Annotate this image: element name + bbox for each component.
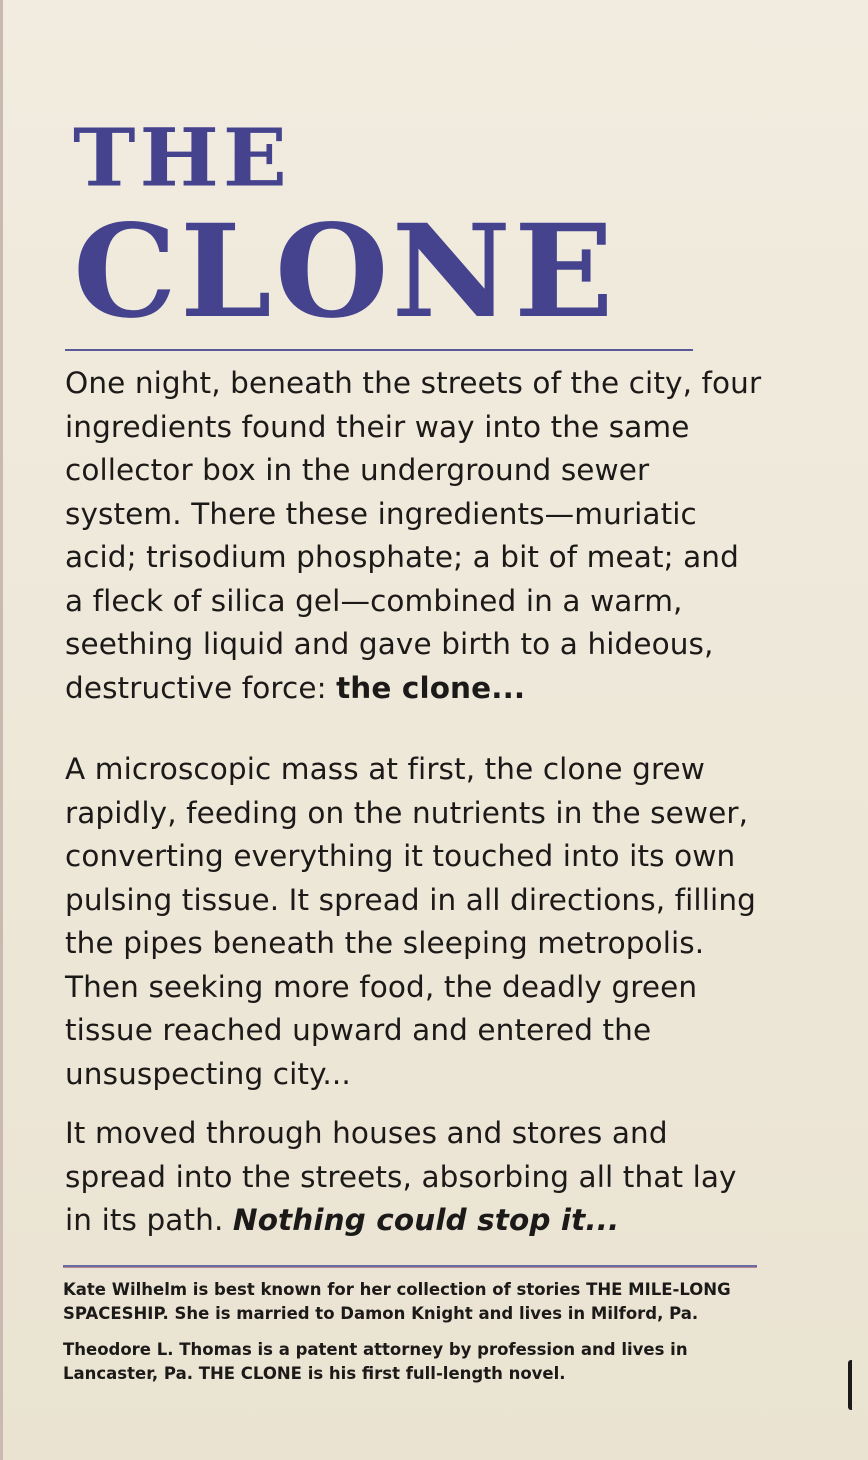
title-line-2: CLONE (73, 197, 617, 347)
blurb-paragraph-1-emphasis: the clone... (336, 670, 526, 705)
author-bio-2: Theodore L. Thomas is a patent attorney by profession and lives in Lancaster, Pa. THE CLONE is his first full-length novel. (63, 1340, 688, 1383)
author-bio-1: Kate Wilhelm is best known for her collection of stories THE MILE-LONG SPACESHIP. She is married to Damon Knight and lives in Milford, Pa. (63, 1280, 731, 1323)
blurb-paragraph-3-emphasis: Nothing could stop it... (232, 1203, 620, 1237)
bio-divider (63, 1265, 757, 1268)
blurb-paragraph-3 (65, 1112, 765, 1243)
blurb-paragraph-1 (65, 362, 765, 710)
blurb-paragraph-2-text: A microscopic mass at first, the clone grew rapidly, feeding on the nutrients in the sewer, converting everything it touched into its own pulsing tissue. It spread in all directions, filling the pipes beneath the sleeping metropolis. Then seeking more food, the deadly green tissue reached upward and entered the unsuspecting city... (65, 752, 756, 1091)
edge-print-mark (848, 1360, 866, 1410)
title-line-1: THE (73, 110, 291, 205)
blurb-paragraph-2 (65, 748, 765, 1096)
book-title (73, 110, 617, 347)
blurb-paragraph-1-text: One night, beneath the streets of the city, four ingredients found their way into the same collector box in the underground sewer system. There these ingredients—muriatic acid; trisodium phosphate; a bit of meat; and a fleck of silica gel—combined in a warm, seething liquid and gave birth to a hideous, destructive force: (65, 366, 762, 705)
blurb-paragraph-3-text: It moved through houses and stores and spread into the streets, absorbing all that lay in its path. (65, 1116, 737, 1237)
title-divider (65, 349, 693, 351)
